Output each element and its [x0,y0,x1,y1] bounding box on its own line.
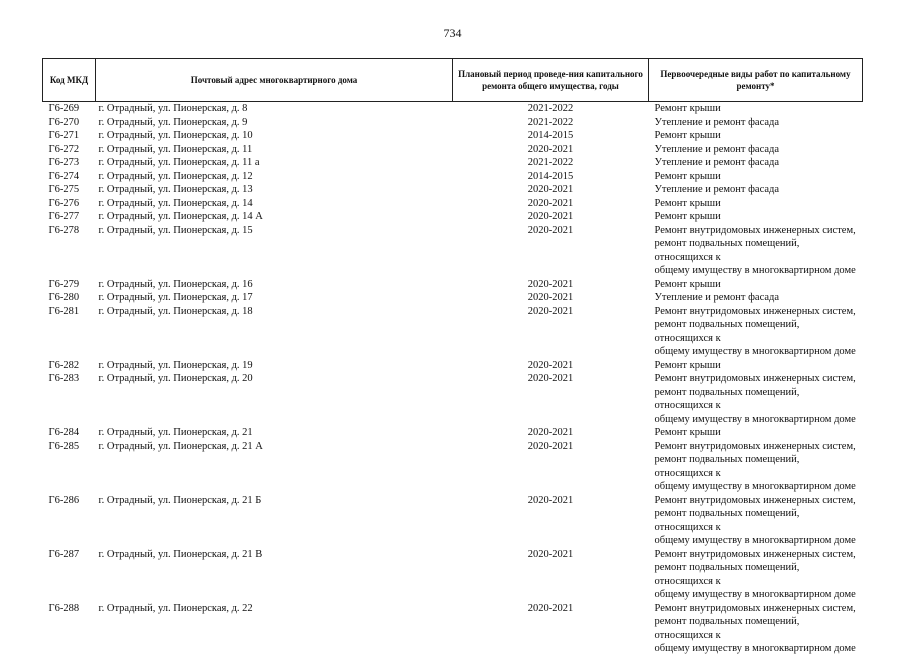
mkd-code-cell: Г6-285 [48,440,80,452]
table-row [43,170,863,184]
address-cell: г. Отрадный, ул. Пионерская, д. 22 [98,602,253,614]
table-row [43,278,863,292]
address-cell: г. Отрадный, ул. Пионерская, д. 14 [98,197,253,209]
mkd-code-cell: Г6-272 [48,143,80,155]
works-line: Ремонт крыши [654,211,721,222]
works-line: ремонт подвальных помещений, относящихся к [654,238,800,263]
works-line: ремонт подвальных помещений, относящихся к [654,562,800,587]
period-cell: 2020-2021 [527,143,574,155]
period-cell: 2020-2021 [527,184,574,195]
table-row [43,426,863,440]
works-line: ремонт подвальных помещений, относящихся к [654,454,800,479]
mkd-code-cell: Г6-282 [48,359,80,371]
works-cell [649,170,863,184]
period-cell: 2021-2022 [527,116,574,128]
mkd-code-cell: Г6-280 [48,292,80,303]
works-cell [649,224,863,278]
header-address: Почтовый адрес многоквартирного дома [96,59,453,102]
works-cell [649,440,863,494]
works-cell [649,143,863,157]
works-cell [649,372,863,426]
mkd-code-cell: Г6-281 [48,305,80,317]
period-cell: 2020-2021 [527,548,574,560]
period-cell: 2020-2021 [527,292,574,303]
works-line: Ремонт внутридомовых инженерных систем, [654,305,856,317]
works-line: общему имуществу в многоквартирном доме [654,643,856,654]
works-cell [649,183,863,197]
works-line: Ремонт крыши [654,278,721,290]
page-number: 734 [443,26,462,40]
works-line: Ремонт внутридомовых инженерных систем, [654,602,856,614]
address-cell: г. Отрадный, ул. Пионерская, д. 16 [98,278,253,290]
table-row [43,359,863,373]
table-row [43,129,863,143]
works-line: общему имуществу в многоквартирном доме [654,413,856,425]
works-line: Ремонт крыши [654,197,721,209]
works-line: ремонт подвальных помещений, относящихся к [654,508,800,533]
table-row [43,183,863,197]
works-cell [649,102,863,116]
table-row [43,494,863,548]
works-cell [649,602,863,656]
works-line: Ремонт крыши [654,427,721,438]
works-line: ремонт подвальных помещений, относящихся к [654,616,800,641]
address-cell: г. Отрадный, ул. Пионерская, д. 9 [98,116,248,128]
address-cell: г. Отрадный, ул. Пионерская, д. 14 А [98,211,263,222]
works-line: общему имуществу в многоквартирном доме [654,265,856,276]
period-cell: 2014-2015 [527,130,574,141]
mkd-code-cell: Г6-273 [48,157,80,168]
works-line: общему имуществу в многоквартирном доме [654,535,856,546]
address-cell: г. Отрадный, ул. Пионерская, д. 10 [98,130,253,141]
table-row [43,224,863,278]
period-cell: 2020-2021 [527,373,574,384]
works-line: Ремонт внутридомовых инженерных систем, [654,440,856,452]
table-row [43,602,863,656]
table-row [43,102,863,116]
address-cell: г. Отрадный, ул. Пионерская, д. 12 [98,170,253,182]
table-row [43,210,863,224]
address-cell: г. Отрадный, ул. Пионерская, д. 21 Б [98,494,262,506]
table-row [43,156,863,170]
address-cell: г. Отрадный, ул. Пионерская, д. 8 [98,103,248,114]
header-period: Плановый период проведе-ния капитального ремонта общего имущества, годы [453,59,649,102]
works-cell [649,494,863,548]
mkd-code-cell: Г6-286 [48,494,80,506]
works-line: Ремонт внутридомовых инженерных систем, [654,224,856,236]
works-cell [649,210,863,224]
address-cell: г. Отрадный, ул. Пионерская, д. 18 [98,305,253,317]
mkd-code-cell: Г6-275 [48,184,80,195]
works-cell [649,197,863,211]
period-cell: 2021-2022 [527,157,574,168]
works-cell [649,278,863,292]
table-row [43,291,863,305]
works-cell [649,305,863,359]
mkd-code-cell: Г6-277 [48,211,80,222]
works-line: Утепление и ремонт фасада [654,157,780,168]
mkd-code-cell: Г6-271 [48,130,80,141]
header-code: Код МКД [43,59,96,102]
table-row [43,548,863,602]
table-row [43,372,863,426]
table-row [43,143,863,157]
works-cell [649,426,863,440]
mkd-code-cell: Г6-287 [48,548,80,560]
period-cell: 2021-2022 [527,103,574,114]
address-cell: г. Отрадный, ул. Пионерская, д. 15 [98,224,253,236]
mkd-code-cell: Г6-279 [48,278,80,290]
mkd-code-cell: Г6-274 [48,170,80,182]
works-line: общему имуществу в многоквартирном доме [654,589,856,600]
address-cell: г. Отрадный, ул. Пионерская, д. 21 А [98,440,263,452]
address-cell: г. Отрадный, ул. Пионерская, д. 11 а [98,157,260,168]
works-line: Ремонт крыши [654,130,721,141]
works-cell [649,116,863,130]
table-row [43,440,863,494]
works-line: общему имуществу в многоквартирном доме [654,346,856,357]
period-cell: 2020-2021 [527,427,574,438]
works-cell [649,156,863,170]
period-cell: 2020-2021 [527,359,574,371]
period-cell: 2020-2021 [527,197,574,209]
period-cell: 2020-2021 [527,224,574,236]
works-line: ремонт подвальных помещений, относящихся к [654,386,800,411]
mkd-code-cell: Г6-270 [48,116,80,128]
period-cell: 2020-2021 [527,494,574,506]
mkd-code-cell: Г6-283 [48,373,80,384]
table-header [43,59,863,102]
address-cell: г. Отрадный, ул. Пионерская, д. 17 [98,292,253,303]
capital-repair-table [42,58,863,656]
period-cell: 2020-2021 [527,305,574,317]
mkd-code-cell: Г6-269 [48,103,80,114]
address-cell: г. Отрадный, ул. Пионерская, д. 21 [98,427,253,438]
works-line: ремонт подвальных помещений, относящихся к [654,319,800,344]
period-cell: 2014-2015 [527,170,574,182]
address-cell: г. Отрадный, ул. Пионерская, д. 13 [98,184,253,195]
table-row [43,116,863,130]
address-cell: г. Отрадный, ул. Пионерская, д. 11 [98,143,253,155]
works-line: Ремонт внутридомовых инженерных систем, [654,373,856,384]
works-line: Утепление и ремонт фасада [654,143,780,155]
works-line: общему имуществу в многоквартирном доме [654,481,856,492]
address-cell: г. Отрадный, ул. Пионерская, д. 21 В [98,548,263,560]
works-cell [649,548,863,602]
works-line: Утепление и ремонт фасада [654,184,780,195]
mkd-code-cell: Г6-288 [48,602,80,614]
table-body [43,102,863,656]
period-cell: 2020-2021 [527,602,574,614]
works-line: Ремонт крыши [654,103,721,114]
works-line: Ремонт крыши [654,170,721,182]
works-line: Утепление и ремонт фасада [654,292,780,303]
works-cell [649,359,863,373]
address-cell: г. Отрадный, ул. Пионерская, д. 19 [98,359,253,371]
period-cell: 2020-2021 [527,440,574,452]
works-line: Утепление и ремонт фасада [654,116,780,128]
table-row [43,197,863,211]
works-line: Ремонт крыши [654,359,721,371]
address-cell: г. Отрадный, ул. Пионерская, д. 20 [98,373,253,384]
period-cell: 2020-2021 [527,278,574,290]
works-cell [649,129,863,143]
table-row [43,305,863,359]
period-cell: 2020-2021 [527,211,574,222]
works-cell [649,291,863,305]
works-line: Ремонт внутридомовых инженерных систем, [654,548,856,560]
works-line: Ремонт внутридомовых инженерных систем, [654,494,856,506]
mkd-code-cell: Г6-278 [48,224,80,236]
header-works: Первоочередные виды работ по капитальному ремонту* [649,59,863,102]
mkd-code-cell: Г6-284 [48,427,80,438]
mkd-code-cell: Г6-276 [48,197,80,209]
